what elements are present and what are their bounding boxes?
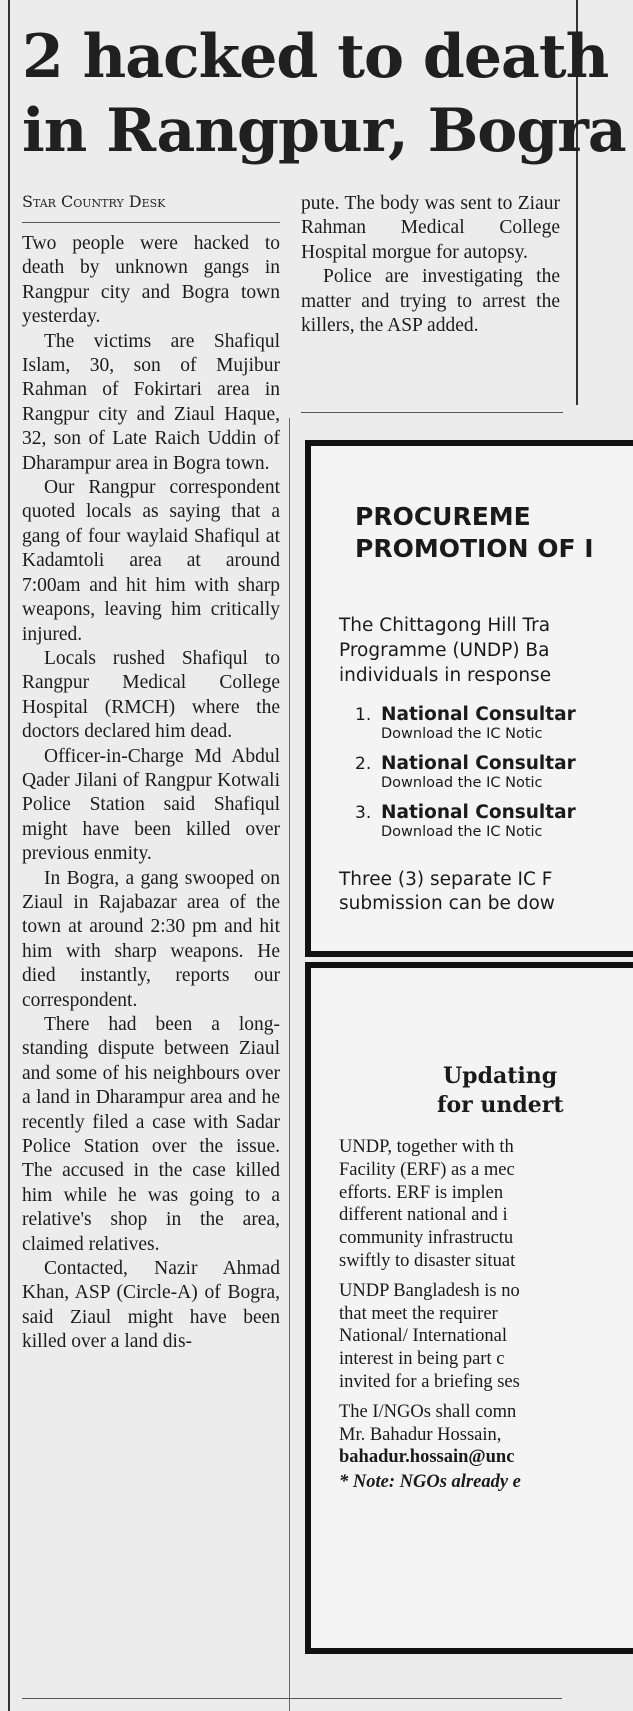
ad-intro-line: The Chittagong Hill Tra (339, 615, 551, 636)
paragraph: Two people were hacked to death by unknown gangs in Rangpur city and Bogra town yesterday. (22, 233, 280, 328)
byline: Star Country Desk (22, 192, 166, 211)
article-column-2 (301, 192, 560, 338)
paragraph: Our Rangpur correspondent quoted locals as saying that a gang of four waylaid Shafiqul at Kadamtoli area at around 7:00am and hit him with sharp weapons, leaving him critically injured. (22, 477, 280, 645)
ad-line: different national and i (339, 1205, 508, 1226)
ad-intro-line: Programme (UNDP) Ba (339, 640, 550, 661)
ad-line: National/ International (339, 1326, 507, 1347)
ad-paragraph (339, 1136, 633, 1273)
ad-line: Mr. Bahadur Hossain, (339, 1424, 502, 1445)
paragraph: There had been a long-standing dispute between Ziaul and some of his neighbours over a land in Dharampur area and he recently filed a case with Sadar Police Station over the issue. The accused in the case killed him while he was going to a relative's shop in the area, claimed relatives. (22, 1014, 280, 1255)
page-bottom-rule (22, 1698, 562, 1699)
ad-title-line: Updating (443, 1063, 558, 1089)
list-item (355, 802, 633, 841)
ad-intro-line: individuals in response (339, 665, 552, 686)
list-number: 2. (355, 754, 372, 774)
paragraph: The victims are Shafiqul Islam, 30, son of Mujibur Rahman of Fokirtari area in Rangpur city and Ziaul Haque, 32, son of Late Raich Uddin of Dharampur area in Bogra town. (22, 330, 280, 474)
ad-title-line: PROMOTION OF I (355, 534, 594, 563)
ad-line: invited for a briefing ses (339, 1371, 520, 1392)
list-item-title: National Consultar (381, 704, 576, 725)
list-item (355, 704, 633, 743)
ad-line: interest in being part c (339, 1349, 505, 1370)
ad-line: that meet the requirer (339, 1303, 498, 1324)
paragraph: Police are investigating the matter and trying to arrest the killers, the ASP added. (301, 266, 560, 337)
paragraph: pute. The body was sent to Ziaur Rahman Medical College Hospital morgue for autopsy. (301, 193, 560, 263)
ad-footer (339, 868, 633, 916)
list-number: 1. (355, 705, 372, 725)
paragraph: Contacted, Nazir Ahmad Khan, ASP (Circle-A) of Bogra, said Ziaul might have been killed over a land dis- (22, 1258, 280, 1353)
contact-email-link[interactable]: bahadur.hossain@unc (339, 1447, 515, 1468)
ad-body (339, 1136, 633, 1501)
ad-title-line: for undert (437, 1092, 564, 1118)
article-end-rule (301, 412, 563, 413)
list-item-title: National Consultar (381, 802, 576, 823)
download-link[interactable]: Download the IC Notic (381, 824, 543, 840)
list-item (355, 753, 633, 792)
ad-title-line: PROCUREME (355, 502, 531, 531)
left-column-rule (8, 0, 10, 1711)
article-column-1 (22, 232, 280, 1355)
download-link[interactable]: Download the IC Notic (381, 726, 543, 742)
ad-note: * Note: NGOs already e (339, 1472, 521, 1493)
ad-title (437, 1062, 633, 1120)
ad-title (355, 501, 633, 565)
byline-rule (22, 222, 280, 223)
paragraph: Officer-in-Charge Md Abdul Qader Jilani of Rangpur Kotwali Police Station said Shafiqul might have been killed over previous enmity. (22, 745, 280, 865)
headline-line-1: 2 hacked to death (22, 22, 609, 92)
ad-line: UNDP Bangladesh is no (339, 1280, 520, 1301)
erf-notice-ad (305, 962, 633, 1654)
list-item-title: National Consultar (381, 753, 576, 774)
headline (22, 20, 626, 168)
download-link[interactable]: Download the IC Notic (381, 775, 543, 791)
ad-paragraph (339, 1280, 633, 1394)
paragraph: Locals rushed Shafiqul to Rangpur Medical College Hospital (RMCH) where the doctors declared him dead. (22, 647, 280, 743)
ad-line: Facility (ERF) as a mec (339, 1159, 515, 1180)
ad-line: community infrastructu (339, 1228, 514, 1249)
ad-footer-line: Three (3) separate IC F (339, 869, 553, 890)
ad-footer-line: submission can be dow (339, 893, 555, 914)
procurement-notice-ad (305, 440, 633, 957)
ad-line: swiftly to disaster situat (339, 1250, 516, 1271)
ad-line: The I/NGOs shall comn (339, 1401, 517, 1422)
ad-intro (339, 613, 633, 688)
list-number: 3. (355, 803, 372, 823)
ad-column-rule (289, 418, 290, 1711)
ad-paragraph (339, 1401, 633, 1494)
ad-line: efforts. ERF is implen (339, 1182, 504, 1203)
paragraph: In Bogra, a gang swooped on Ziaul in Rajabazar area of the town at around 2:30 pm and hit him with sharp weapons. He died instantly, reports our correspondent. (22, 867, 280, 1011)
consultant-list (355, 704, 633, 851)
headline-line-2: in Rangpur, Bogra (22, 96, 626, 166)
ad-line: UNDP, together with th (339, 1137, 514, 1157)
